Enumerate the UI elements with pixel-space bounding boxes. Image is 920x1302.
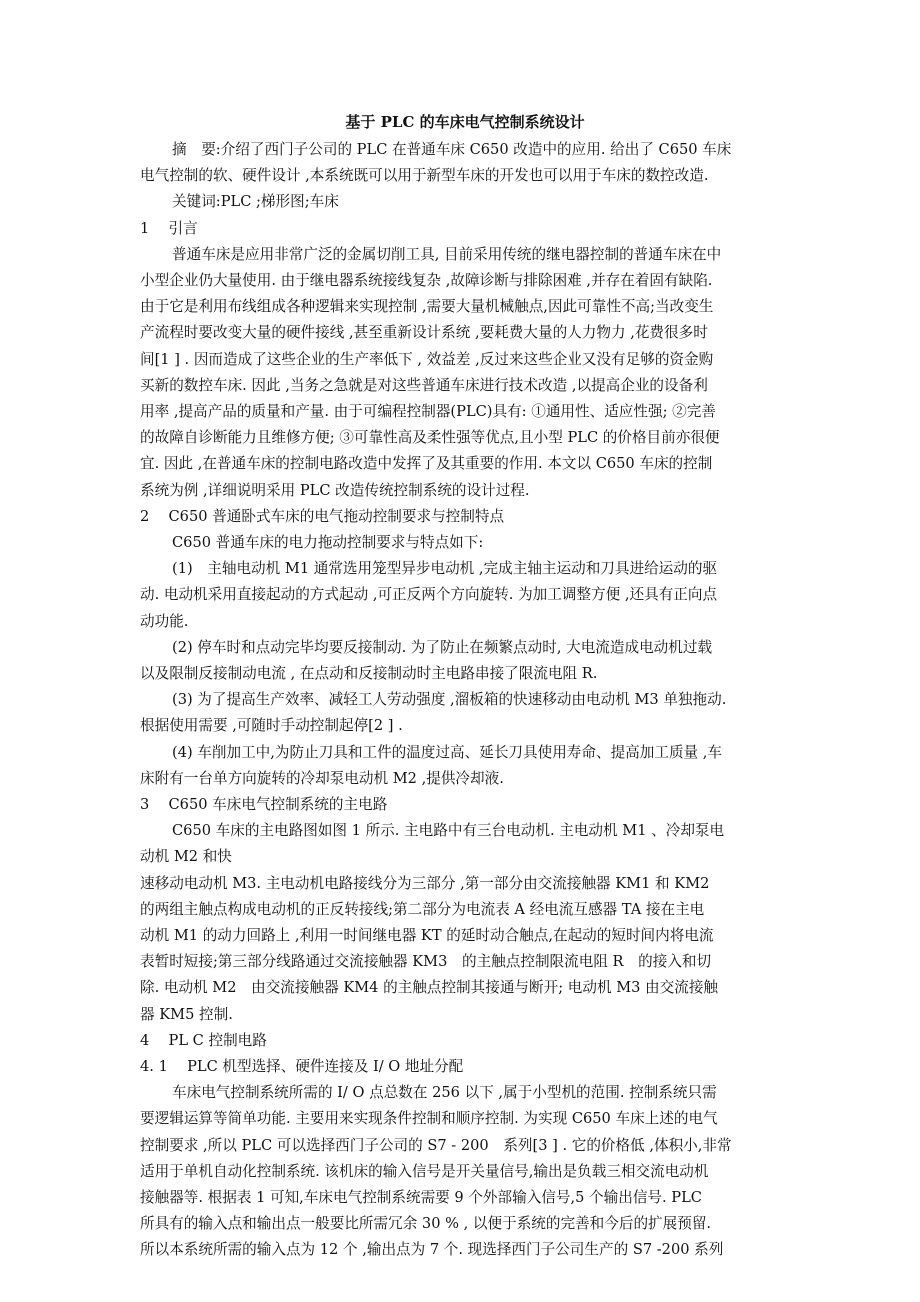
text-line: 系统为例 ,详细说明采用 PLC 改造传统控制系统的设计过程. — [140, 481, 530, 499]
text-line: 动机 M1 的动力回路上 ,利用一时间继电器 KT 的延时动合触点,在起动的短时间内将电流 — [140, 927, 714, 944]
text-line: 3 C650 车床电气控制系统的主电路 — [140, 796, 388, 813]
text-line: 除. 电动机 M2 由交流接触器 KM4 的主触点控制其接通与断开; 电动机 M3 由交流接触 — [140, 979, 719, 997]
text-line: 由于它是利用布线组成各种逻辑来实现控制 ,需要大量机械触点,因此可靠性不高;当改变生 — [140, 298, 714, 316]
text-line: 动. 电动机采用直接起动的方式起动 ,可正反两个方向旋转. 为加工调整方便 ,还具有正向点 — [140, 586, 718, 604]
text-line: 控制要求 ,所以 PLC 可以选择西门子公司的 S7 - 200 系列[3 ] . 它的价格低 ,体积小,非常 — [140, 1136, 732, 1154]
text-line: 4 PL C 控制电路 — [140, 1031, 267, 1049]
text-line: 产流程时要改变大量的硬件接线 ,甚至重新设计系统 ,要耗费大量的人力物力 ,花费很多时 — [140, 324, 708, 342]
text-line: C650 普通车床的电力拖动控制要求与特点如下: — [172, 534, 484, 551]
text-line: 器 KM5 控制. — [140, 1005, 233, 1023]
text-line: 所具有的输入点和输出点一般要比所需冗余 30 % , 以便于系统的完善和今后的扩展预留. — [140, 1215, 712, 1233]
text-line: 根据使用需要 ,可随时手动控制起停[2 ] . — [140, 717, 403, 735]
text-line: 的故障自诊断能力且维修方便; ③可靠性高及柔性强等优点,且小型 PLC 的价格目前亦很便 — [140, 429, 720, 447]
text-line: 间[1 ] . 因而造成了这些企业的生产率低下 , 效益差 ,反过来这些企业又没有足够的资金购 — [140, 350, 714, 368]
text-line: (3) 为了提高生产效率、减轻工人劳动强度 ,溜板箱的快速移动由电动机 M3 单独拖动. — [172, 691, 727, 709]
text-line: 用率 ,提高产品的质量和产量. 由于可编程控制器(PLC)具有: ①通用性、适应性强; ②完善 — [140, 403, 716, 420]
text-line: 所以本系统所需的输入点为 12 个 ,输出点为 7 个. 现选择西门子公司生产的 S7 -200 系列 — [140, 1241, 724, 1259]
text-line: 以及限制反接制动电流 , 在点动和反接制动时主电路串接了限流电阻 R. — [140, 665, 598, 682]
text-line: 电气控制的软、硬件设计 ,本系统既可以用于新型车床的开发也可以用于车床的数控改造. — [140, 167, 709, 185]
text-line: (1) 主轴电动机 M1 通常选用笼型异步电动机 ,完成主轴主运动和刀具进给运动的驱 — [172, 560, 718, 578]
text-line: 动功能. — [140, 612, 189, 630]
text-line: 动机 M2 和快 — [140, 848, 232, 866]
text-line: 关键词:PLC ;梯形图;车床 — [172, 193, 339, 211]
text-line: 车床电气控制系统所需的 I/ O 点总数在 256 以下 ,属于小型机的范围. 控制系统只需 — [172, 1084, 717, 1102]
text-line: 接触器等. 根据表 1 可知,车床电气控制系统需要 9 个外部输入信号,5 个输出信号. PLC — [140, 1189, 702, 1206]
text-line: 小型企业仍大量使用. 由于继电器系统接线复杂 ,故障诊断与排除困难 ,并存在着固有缺陷. — [140, 272, 713, 289]
text-line: 的两组主触点构成电动机的正反转接线;第二部分为电流表 A 经电流互感器 TA 接在主电 — [140, 900, 705, 918]
text-line: C650 车床的主电路图如图 1 所示. 主电路中有三台电动机. 主电动机 M1 、冷却泵电 — [172, 822, 725, 840]
text-line: 4. 1 PLC 机型选择、硬件连接及 I/ O 地址分配 — [140, 1058, 464, 1075]
text-line: 宜. 因此 ,在普通车床的控制电路改造中发挥了及其重要的作用. 本文以 C650 车床的控制 — [140, 455, 713, 473]
text-line: 要逻辑运算等简单功能. 主要用来实现条件控制和顺序控制. 为实现 C650 车床上述的电气 — [140, 1110, 718, 1128]
text-line: 床附有一台单方向旋转的冷却泵电动机 M2 ,提供冷却液. — [140, 769, 504, 787]
text-line: 1 引言 — [140, 219, 198, 237]
text-line: (4) 车削加工中,为防止刀具和工件的温度过高、延长刀具使用寿命、提高加工质量 ,车 — [172, 743, 723, 761]
text-line: (2) 停车时和点动完毕均要反接制动. 为了防止在频繁点动时, 大电流造成电动机过载 — [172, 638, 713, 656]
text-line: 普通车床是应用非常广泛的金属切削工具, 目前采用传统的继电器控制的普通车床在中 — [172, 245, 722, 263]
text-line: 速移动电动机 M3. 主电动机电路接线分为三部分 ,第一部分由交流接触器 KM1 和 KM2 — [140, 874, 710, 892]
text-line: 2 C650 普通卧式车床的电气拖动控制要求与控制特点 — [140, 507, 505, 525]
text-line: 买新的数控车床. 因此 ,当务之急就是对这些普通车床进行技术改造 ,以提高企业的设备利 — [140, 376, 708, 394]
document-title: 基于 PLC 的车床电气控制系统设计 — [345, 113, 585, 131]
text-line: 适用于单机自动化控制系统. 该机床的输入信号是开关量信号,输出是负载三相交流电动机 — [140, 1162, 709, 1180]
text-line: 表暂时短接;第三部分线路通过交流接触器 KM3 的主触点控制限流电阻 R 的接入和切 — [140, 953, 712, 971]
text-line: 摘 要:介绍了西门子公司的 PLC 在普通车床 C650 改造中的应用. 给出了 C650 车床 — [172, 141, 732, 158]
